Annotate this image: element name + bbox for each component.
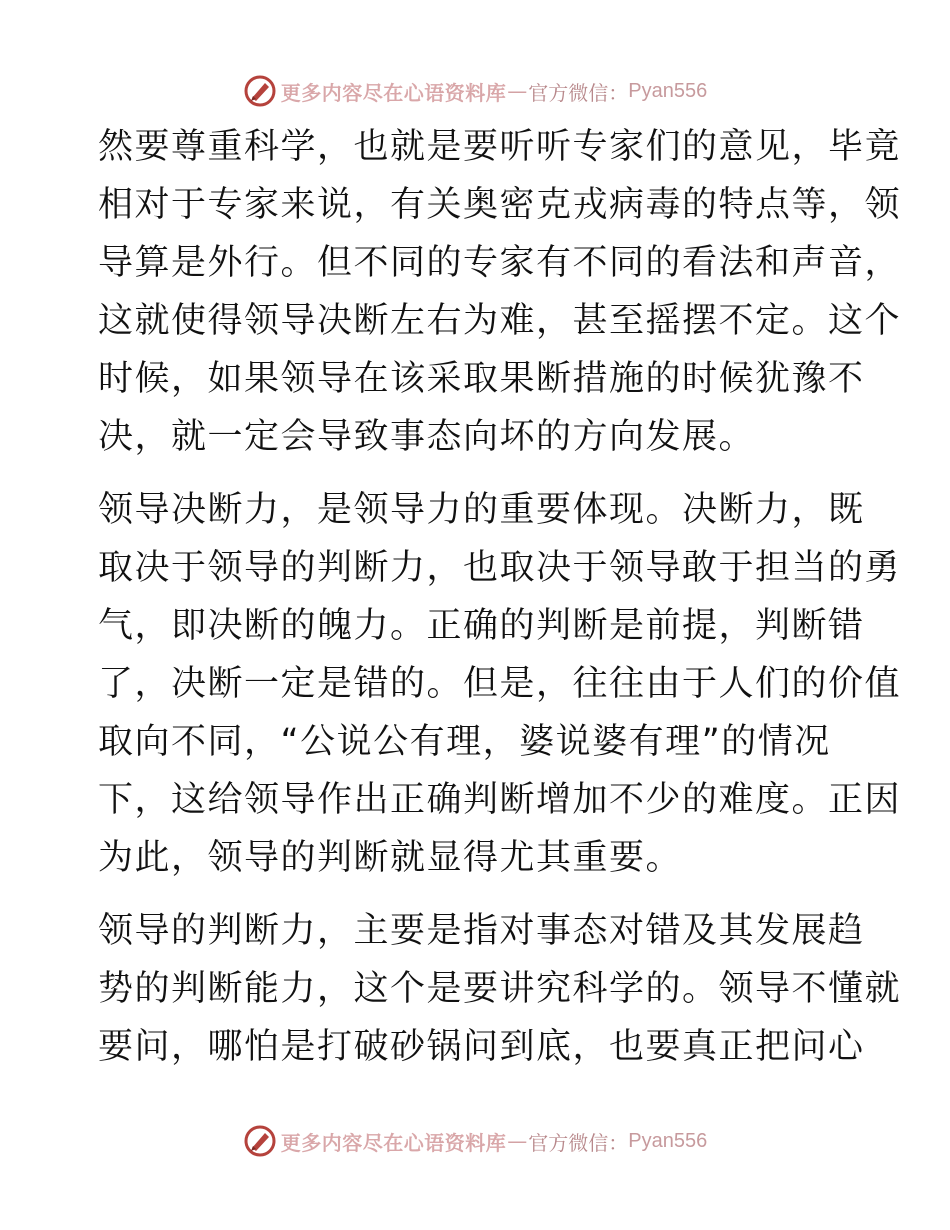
text-line: 气，即决断的魄力。正确的判断是前提，判断错 <box>98 606 865 646</box>
text-line: 然要尊重科学，也就是要听听专家们的意见，毕竟 <box>98 127 902 167</box>
text-line: 取决于领导的判断力，也取决于领导敢于担当的勇 <box>98 548 902 588</box>
footer-brand-text: 更多内容尽在心语资料库 <box>280 1130 507 1155</box>
brand-logo-icon <box>243 74 277 108</box>
paragraph <box>98 902 902 1076</box>
text-line: 取向不同，“公说公有理，婆说婆有理”的情况 <box>98 722 831 762</box>
header-brand-text: 更多内容尽在心语资料库 <box>280 80 507 105</box>
text-line: 这就使得领导决断左右为难，甚至摇摆不定。这个 <box>98 301 902 341</box>
footer-watermark <box>0 1121 950 1161</box>
text-line: 了，决断一定是错的。但是，往往由于人们的价值 <box>98 664 902 704</box>
text-line: 势的判断能力，这个是要讲究科学的。领导不懂就 <box>98 969 902 1009</box>
paragraph-gap <box>98 466 858 481</box>
header-separator: — <box>507 79 528 103</box>
text-line: 为此，领导的判断就显得尤其重要。 <box>98 838 683 878</box>
text-line: 决，就一定会导致事态向坏的方向发展。 <box>98 417 756 457</box>
footer-wechat-id: Pyan556 <box>628 1129 708 1152</box>
footer-official-label: 官方微信： <box>528 1130 629 1155</box>
text-line: 领导决断力，是领导力的重要体现。决断力，既 <box>98 490 865 530</box>
text-line: 时候，如果领导在该采取果断措施的时候犹豫不 <box>98 359 865 399</box>
paragraph <box>98 118 902 466</box>
paragraph <box>98 481 902 887</box>
body-text <box>98 118 902 1076</box>
paragraph-gap <box>98 887 858 902</box>
header-watermark <box>0 71 950 111</box>
header-wechat-id: Pyan556 <box>628 79 708 102</box>
text-line: 相对于专家来说，有关奥密克戎病毒的特点等，领 <box>98 185 902 225</box>
footer-separator: — <box>507 1129 528 1153</box>
brand-logo-icon <box>243 1124 277 1158</box>
text-line: 下，这给领导作出正确判断增加不少的难度。正因 <box>98 780 902 820</box>
text-line: 要问，哪怕是打破砂锅问到底，也要真正把问心 <box>98 1027 865 1067</box>
header-official-label: 官方微信： <box>528 80 629 105</box>
text-line: 领导的判断力，主要是指对事态对错及其发展趋 <box>98 911 865 951</box>
text-line: 导算是外行。但不同的专家有不同的看法和声音， <box>98 243 902 283</box>
